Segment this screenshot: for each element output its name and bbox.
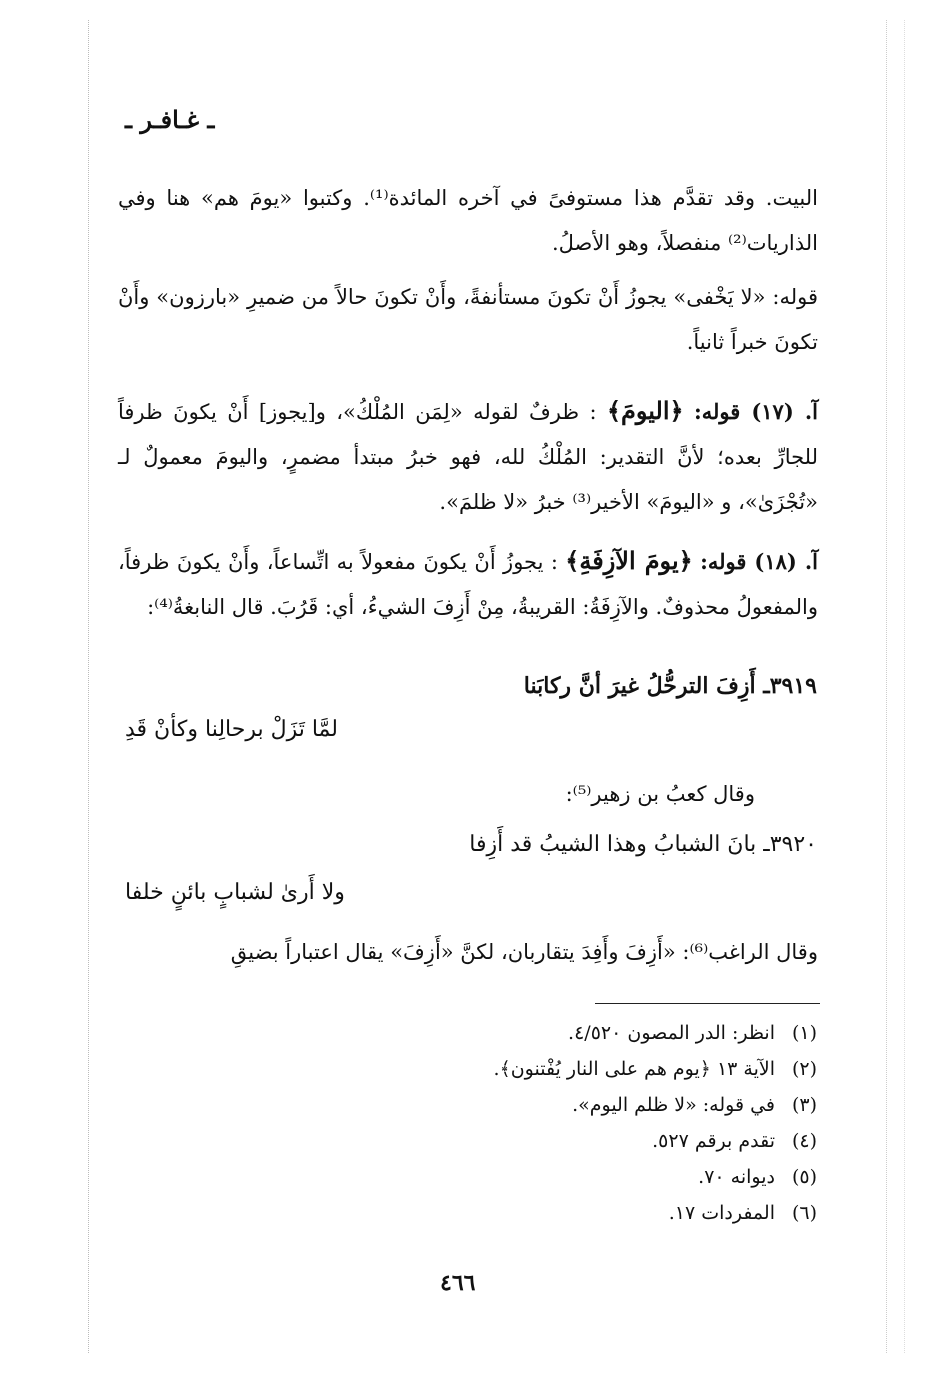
paragraph-raghib: وقال الراغب⁽⁶⁾: «أَزِفَ وأَفِدَ يتقاربان، لكنَّ «أَزِفَ» يقال اعتباراً بضيقِ: [230, 940, 818, 964]
paragraph-1: البيت. وقد تقدَّم هذا مستوفىً في آخره المائدة⁽¹⁾. وكتبوا «يومَ هم» هنا وفي الذاريات⁽²⁾ منفصلاً، وهو الأصلُ.: [118, 186, 819, 255]
verse-17-comment: : ظرفٌ لقوله «لِمَن المُلْكُ»، و[يجوز] أَنْ يكونَ ظرفاً للجارِّ بعده؛ لأنَّ التقدير: المُلْكُ لله، فهو خبرُ مبتدأ مضمرٍ، واليومَ معمولٌ لـ «تُجْزَىٰ»، و «اليومَ» الأخير⁽³⁾ خبرُ «لا ظلمَ».: [118, 400, 818, 514]
running-header: ـ غـافـر ـ: [125, 105, 215, 134]
page-edge-right: [886, 20, 887, 1353]
footnote-2: (٢)الآية ١٣ ﴿يوم هم على النار يُفْتنون﴾.: [493, 1058, 817, 1080]
poem-3920-hemistich-1: ٣٩٢٠ـ بانَ الشبابُ وهذا الشيبُ قد أَزِفا: [469, 832, 817, 857]
verse-18-comment: : يجوزُ أَنْ يكونَ مفعولاً به اتِّساعاً، وأَنْ يكونَ ظرفاً، والمفعولُ محذوفٌ. والآزِفَةُ: القريبةُ، مِنْ أَزِفَ الشيءُ، أي: قَرُبَ. قال النابغةُ⁽⁴⁾:: [118, 550, 818, 619]
footnote-4: (٤)تقدم برقم ٥٢٧.: [652, 1130, 817, 1152]
page-edge-right-outer: [904, 20, 905, 1353]
footnote-1: (١)انظر: الدر المصون ٤/٥٢٠.: [568, 1022, 817, 1044]
verse-17-quote: ﴿اليومَ﴾: [606, 396, 684, 425]
page-number: ٤٦٦: [440, 1270, 476, 1296]
kaab-intro: وقال كعبُ بن زهير⁽⁵⁾:: [565, 782, 755, 806]
footnote-divider: [595, 1003, 820, 1004]
footnote-5: (٥)ديوانه ٧٠.: [698, 1166, 817, 1188]
poem-3920-hemistich-2: ولا أَرىٰ لشبابٍ بائنٍ خلفا: [125, 880, 345, 905]
footnote-3: (٣)في قوله: «لا ظلم اليوم».: [572, 1094, 817, 1116]
verse-18-label: آ. (١٨) قوله:: [700, 549, 818, 574]
verse-18-quote: ﴿يومَ الآزِفَةِ﴾: [565, 546, 693, 575]
verse-17-label: آ. (١٧) قوله:: [694, 399, 818, 424]
paragraph-verse-18: [118, 538, 818, 630]
page-edge-left: [88, 20, 89, 1353]
footnote-6: (٦)المفردات ١٧.: [668, 1202, 817, 1224]
paragraph-2: قوله: «لا يَخْفى» يجوزُ أَنْ تكونَ مستأنفةً، وأَنْ تكونَ حالاً من ضميرِ «بارزون» وأَنْ تكونَ خبراً ثانياً.: [118, 285, 818, 354]
poem-3919-hemistich-1: ٣٩١٩ـ أَزِفَ الترحُّلُ غيرَ أنَّ ركابَنا: [523, 673, 817, 699]
poem-3919-hemistich-2: لمَّا تَزَلْ برحالِنا وكأنْ قَدِ: [125, 717, 338, 742]
paragraph-verse-17: [118, 388, 818, 525]
